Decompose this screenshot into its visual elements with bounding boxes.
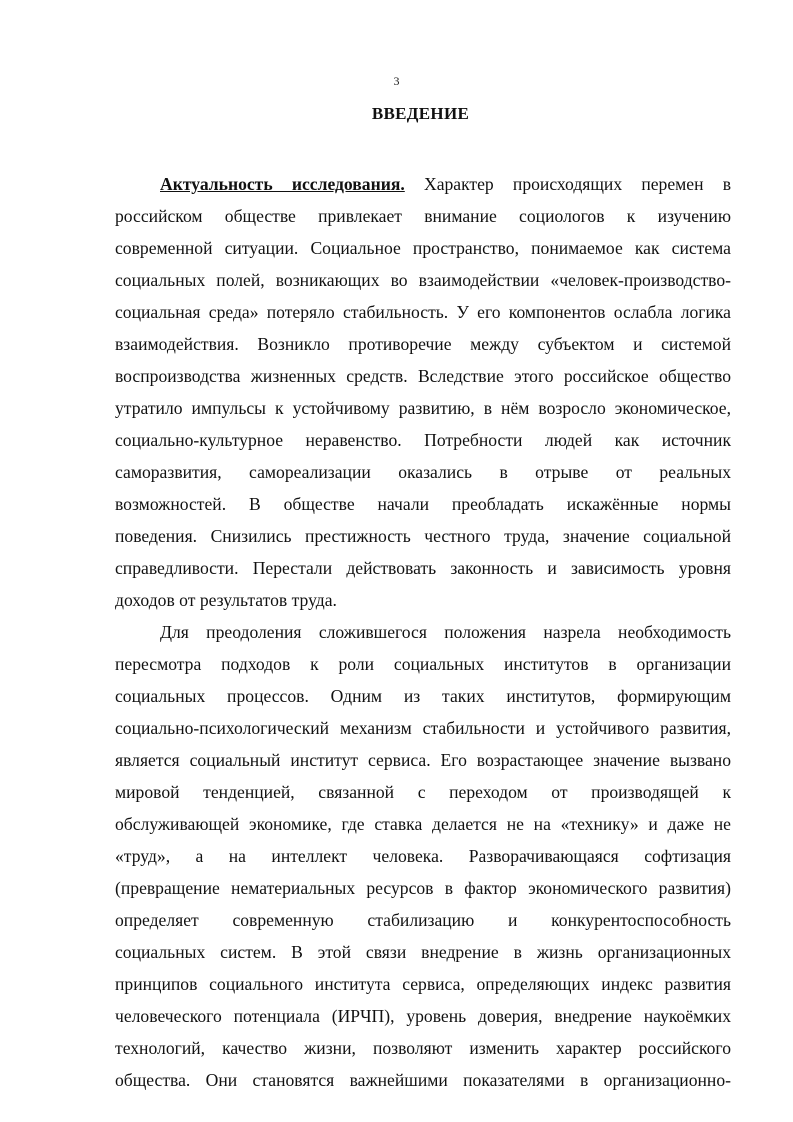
paragraph-1-line: взаимодействия. Возникло противоречие между субъектом и системой	[115, 334, 731, 354]
paragraph-1-line: доходов от результатов труда.	[115, 590, 337, 610]
paragraph-1-line: возможностей. В обществе начали преобладать искажённые нормы	[115, 494, 731, 514]
body-text	[115, 168, 731, 1096]
paragraph-1-line-1	[115, 168, 731, 200]
paragraph-1-line-1-text: Характер происходящих перемен в	[423, 174, 731, 194]
paragraph-1-line: саморазвития, самореализации оказались в отрыве от реальных	[115, 462, 731, 482]
paragraph-2-line: (превращение нематериальных ресурсов в фактор экономического развития)	[115, 878, 731, 898]
paragraph-2-line: человеческого потенциала (ИРЧП), уровень доверия, внедрение наукоёмких	[115, 1006, 731, 1026]
paragraph-2-line: принципов социального института сервиса, определяющих индекс развития	[115, 974, 731, 994]
paragraph-2-line: обслуживающей экономике, где ставка делается не на «технику» и даже не	[115, 814, 731, 834]
paragraph-2-line: социально-психологический механизм стабильности и устойчивого развития,	[115, 718, 731, 738]
paragraph-1-line: социальных полей, возникающих во взаимодействии «человек-производство-	[115, 270, 731, 290]
paragraph-1-line: воспроизводства жизненных средств. Вследствие этого российское общество	[115, 366, 731, 386]
paragraph-2-line: «труд», а на интеллект человека. Разворачивающаяся софтизация	[115, 846, 731, 866]
paragraph-1-line: социальная среда» потеряло стабильность. У его компонентов ослабла логика	[115, 302, 731, 322]
paragraph-2-line-1: Для преодоления сложившегося положения назрела необходимость	[160, 622, 731, 642]
paragraph-2-line: социальных процессов. Одним из таких институтов, формирующим	[115, 686, 731, 706]
paragraph-2-line: технологий, качество жизни, позволяют изменить характер российского	[115, 1038, 731, 1058]
paragraph-2-line: пересмотра подходов к роли социальных институтов в организации	[115, 654, 731, 674]
paragraph-1-line: поведения. Снизились престижность честного труда, значение социальной	[115, 526, 731, 546]
paragraph-1-line: современной ситуации. Социальное пространство, понимаемое как система	[115, 238, 731, 258]
page-number: 3	[393, 74, 400, 88]
paragraph-1-line: справедливости. Перестали действовать законность и зависимость уровня	[115, 558, 731, 578]
paragraph-2-line: определяет современную стабилизацию и конкурентоспособность	[115, 910, 731, 930]
paragraph-1-line: социально-культурное неравенство. Потребности людей как источник	[115, 430, 731, 450]
section-lead: Актуальность исследования.	[160, 174, 405, 194]
paragraph-1-line: российском обществе привлекает внимание социологов к изучению	[115, 206, 731, 226]
paragraph-2-line: общества. Они становятся важнейшими показателями в организационно-	[115, 1070, 731, 1090]
page-title: ВВЕДЕНИЕ	[371, 104, 470, 123]
paragraph-2-line: социальных систем. В этой связи внедрение в жизнь организационных	[115, 942, 731, 962]
paragraph-2-line: является социальный институт сервиса. Его возрастающее значение вызвано	[115, 750, 731, 770]
paragraph-1-line: утратило импульсы к устойчивому развитию, в нём возросло экономическое,	[115, 398, 731, 418]
paragraph-2-line: мировой тенденцией, связанной с переходом от производящей к	[115, 782, 731, 802]
